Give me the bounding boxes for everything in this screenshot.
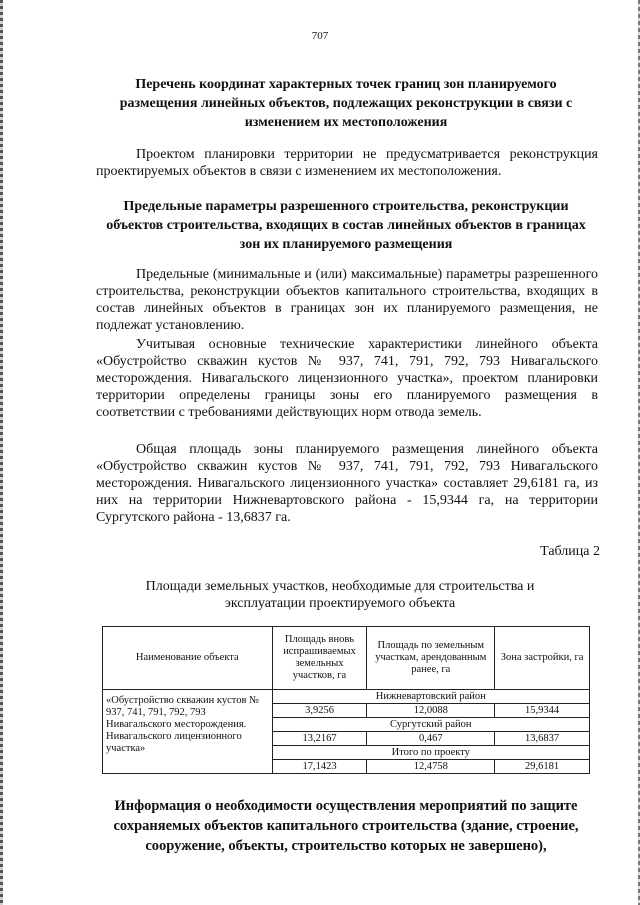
header-leased-plots: Площадь по земельным участкам, арендованным ранее, га (367, 627, 495, 690)
section1-paragraph: Проектом планировки территории не предусматривается реконструкция проектируемых объектов в связи с изменением их местоположения. (96, 147, 598, 179)
value-cell: 13,6837 (495, 732, 590, 746)
object-name-cell: «Обустройство скважин кустов № 937, 741, 791, 792, 793 Нивагальского месторождения. Нивагальского лицензионного участка» (103, 690, 273, 774)
section2-paragraph-2: Учитывая основные технические характеристики линейного объекта «Обустройство скважин кустов № 937, 741, 791, 792, 793 Нивагальского месторождения. Нивагальского лицензионного участка», проектом планировки территории определены границы зоны его планируемого размещения в соответствии с требованиями действующих норм отвода земель. (96, 337, 598, 420)
total-label: Итого по проекту (272, 746, 589, 760)
section1-heading: Перечень координат характерных точек границ зон планируемого размещения линейных объектов, подлежащих реконструкции в связи с изменением их местоположения (119, 77, 573, 130)
value-cell: 0,467 (367, 732, 495, 746)
section2-paragraph-1: Предельные (минимальные и (или) максимальные) параметры разрешенного строительства, реконструкции объектов капитального строительства, входящих в состав линейных объектов в границах зон их планируемого размещения, не подлежат установлению. (96, 267, 598, 333)
value-cell: 15,9344 (495, 704, 590, 718)
value-cell: 12,4758 (367, 760, 495, 774)
table-row (103, 690, 590, 704)
section2-paragraph-3: Общая площадь зоны планируемого размещения линейного объекта «Обустройство скважин кустов № 937, 741, 791, 792, 793 Нивагальского месторождения. Нивагальского лицензионного участка» составляет 29,6181 га, из них на территории Нижневартовского района - 15,9344 га, на территории Сургутского района - 13,6837 га. (96, 442, 598, 525)
region-surgut: Сургутский район (272, 718, 589, 732)
value-cell: 3,9256 (272, 704, 367, 718)
section2-heading: Предельные параметры разрешенного строительства, реконструкции объектов строительства, входящих в состав линейных объектов в границах зон их планируемого размещения (106, 199, 586, 252)
section3-heading: Информация о необходимости осуществления мероприятий по защите сохраняемых объектов капитального строительства (здание, строение, сооружение, объекты, строительство которых не завершено), (113, 798, 579, 854)
scan-edge-left (0, 0, 3, 905)
land-area-table (102, 626, 590, 774)
value-cell: 12,0088 (367, 704, 495, 718)
table-title: Площади земельных участков, необходимые для строительства и эксплуатации проектируемого объекта (145, 579, 535, 611)
page-number: 707 (311, 30, 329, 42)
table-header-row (103, 627, 590, 690)
value-cell: 13,2167 (272, 732, 367, 746)
header-object-name: Наименование объекта (103, 627, 273, 690)
header-building-zone: Зона застройки, га (495, 627, 590, 690)
value-cell: 17,1423 (272, 760, 367, 774)
region-nizhnevartovsk: Нижневартовский район (272, 690, 589, 704)
header-new-plots: Площадь вновь испрашиваемых земельных участков, га (272, 627, 367, 690)
table-label: Таблица 2 (540, 544, 600, 559)
value-cell: 29,6181 (495, 760, 590, 774)
